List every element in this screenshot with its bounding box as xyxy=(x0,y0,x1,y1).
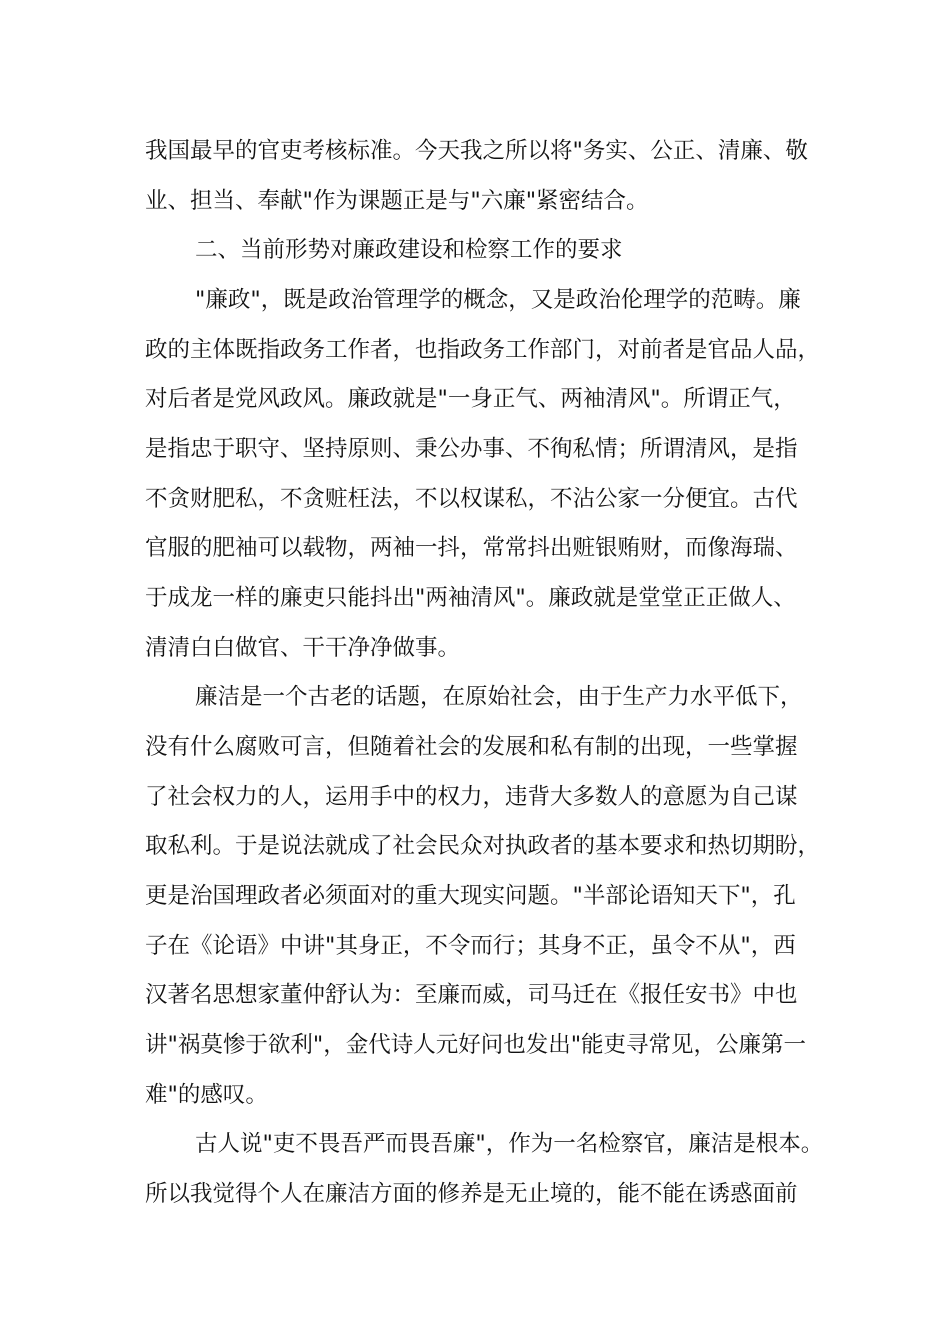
text-line: 是指忠于职守、坚持原则、秉公办事、不徇私情；所谓清风，是指 xyxy=(145,436,798,462)
text-line: 对后者是党风政风。廉政就是"一身正气、两袖清风"。所谓正气， xyxy=(145,386,796,412)
text-line: 子在《论语》中讲"其身正，不令而行；其身不正，虽令不从"，西 xyxy=(145,933,796,959)
text-line: 取私利。于是说法就成了社会民众对执政者的基本要求和热切期盼， xyxy=(145,833,821,859)
text-line: 廉洁是一个古老的话题，在原始社会，由于生产力水平低下， xyxy=(195,684,803,710)
text-line: 讲"祸莫惨于欲利"，金代诗人元好问也发出"能吏寻常见，公廉第一 xyxy=(145,1032,807,1058)
text-line: 不贪财肥私，不贪赃枉法，不以权谋私，不沾公家一分便宜。古代 xyxy=(145,486,798,512)
text-line: 我国最早的官吏考核标准。今天我之所以将"务实、公正、清廉、敬 xyxy=(145,138,808,164)
section-heading: 二、当前形势对廉政建设和检察工作的要求 xyxy=(195,237,623,263)
text-line: 难"的感叹。 xyxy=(145,1082,268,1108)
text-line: 业、担当、奉献"作为课题正是与"六廉"紧密结合。 xyxy=(145,188,649,214)
text-line: 政的主体既指政务工作者，也指政务工作部门，对前者是官品人品， xyxy=(145,337,821,363)
text-line: "廉政"，既是政治管理学的概念，又是政治伦理学的范畴。廉 xyxy=(195,287,801,313)
text-line: 没有什么腐败可言，但随着社会的发展和私有制的出现，一些掌握 xyxy=(145,734,798,760)
text-line: 了社会权力的人，运用手中的权力，违背大多数人的意愿为自己谋 xyxy=(145,784,798,810)
text-line: 更是治国理政者必须面对的重大现实问题。"半部论语知天下"，孔 xyxy=(145,883,796,909)
text-line: 于成龙一样的廉吏只能抖出"两袖清风"。廉政就是堂堂正正做人、 xyxy=(145,585,796,611)
text-line: 古人说"吏不畏吾严而畏吾廉"，作为一名检察官，廉洁是根本。 xyxy=(195,1131,824,1157)
text-line: 清清白白做官、干干净净做事。 xyxy=(145,635,461,661)
text-line: 所以我觉得个人在廉洁方面的修养是无止境的，能不能在诱惑面前 xyxy=(145,1181,798,1207)
text-line: 官服的肥袖可以载物，两袖一抖，常常抖出赃银贿财，而像海瑞、 xyxy=(145,535,798,561)
text-line: 汉著名思想家董仲舒认为：至廉而威，司马迁在《报任安书》中也 xyxy=(145,982,798,1008)
